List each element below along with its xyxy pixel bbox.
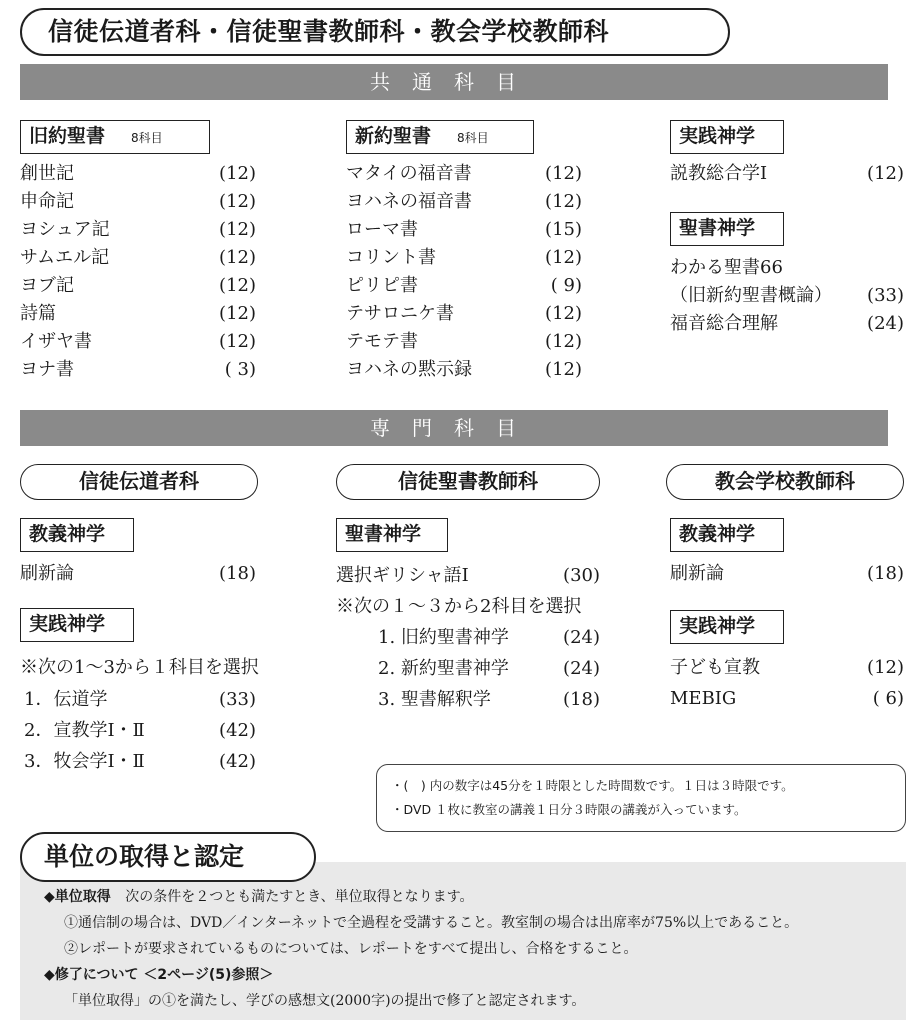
selection-note: ※次の1〜3から１科目を選択 [20,657,259,678]
credit-body [44,884,904,1014]
list-item: 3. 聖書解釈学 (18) [378,689,600,710]
list-item: ヨシュア記 (12) [20,219,256,240]
credit-section-title: 単位の取得と認定 [20,832,316,882]
info-line: ・DVD １枚に教室の講義１日分３時限の講義が入っています。 [391,802,747,817]
list-item: ローマ書 (15) [346,219,582,240]
list-item: ヨハネの福音書 (12) [346,191,582,212]
list-item: 選択ギリシャ語Ⅰ (30) [336,565,600,586]
practical-theology-header: 実践神学 [670,120,784,154]
new-testament-count: 8科目 [457,131,489,145]
lay-evangelist-doctrinal-header: 教義神学 [20,518,134,552]
practical-theology-list [670,160,904,188]
sunday-school-doctrinal-list [670,560,904,588]
list-item: ヨハネの黙示録 (12) [346,359,582,380]
specialized-subjects-band: 専門科目 [20,410,888,446]
lay-bible-teacher-course-title: 信徒聖書教師科 [336,464,600,500]
list-item: 説教総合学Ⅰ (12) [670,163,904,184]
list-item: 福音総合理解 (24) [670,313,904,334]
hours-info-note [376,764,906,832]
list-item: 1．伝道学 (33) [24,689,256,710]
credit-line: ②レポートが要求されているものについては、レポートをすべて提出し、合格をすること。 [64,941,638,957]
biblical-theology-header: 聖書神学 [670,212,784,246]
sunday-school-practical-header: 実践神学 [670,610,784,644]
list-item: （旧新約聖書概論） (33) [670,285,904,306]
old-testament-header [20,120,210,154]
list-item: 2. 新約聖書神学 (24) [378,658,600,679]
list-item: ヨナ書 ( 3) [20,359,256,380]
list-item: イザヤ書 (12) [20,331,256,352]
info-line: ・( ) 内の数字は45分を１時限とした時間数です。１日は３時限です。 [391,778,794,793]
credit-heading: ◆単位取得 [44,889,111,905]
credit-line: 「単位取得」の①を満たし、学びの感想文(2000字)の提出で修了と認定されます。 [64,993,586,1009]
new-testament-head-label: 新約聖書 [355,125,432,147]
list-item: ヨブ記 (12) [20,275,256,296]
lay-evangelist-practical-list [20,654,259,777]
list-item: 詩篇 (12) [20,303,256,324]
sunday-school-doctrinal-header: 教義神学 [670,518,784,552]
list-item: 刷新論 (18) [670,563,904,584]
list-item: 刷新論 (18) [20,563,256,584]
list-item: テモテ書 (12) [346,331,582,352]
list-item: 3．牧会学Ⅰ・Ⅱ (42) [24,751,256,772]
lay-evangelist-doctrinal-list [20,560,256,588]
list-item: テサロニケ書 (12) [346,303,582,324]
new-testament-list [346,160,582,384]
list-item: 創世記 (12) [20,163,256,184]
list-item: わかる聖書66 [670,257,783,278]
credit-line: ①通信制の場合は、DVD／インターネットで全過程を受講すること。教室制の場合は出席率が75%以上であること。 [64,915,799,931]
sunday-school-course-title: 教会学校教師科 [666,464,904,500]
old-testament-head-label: 旧約聖書 [29,125,106,147]
list-item: サムエル記 (12) [20,247,256,268]
list-item: 申命記 (12) [20,191,256,212]
lay-evangelist-course-title: 信徒伝道者科 [20,464,258,500]
list-item: MEBIG ( 6) [670,688,904,709]
selection-note: ※次の１〜３から2科目を選択 [336,596,582,617]
list-item: 2．宣教学Ⅰ・Ⅱ (42) [24,720,256,741]
list-item: 子ども宣教 (12) [670,657,904,678]
lay-bible-teacher-biblical-list [336,560,600,715]
list-item: コリント書 (12) [346,247,582,268]
credit-line [44,962,904,988]
credit-line: ◆単位取得 次の条件を２つとも満たすとき、単位取得となります。 [44,889,474,905]
list-item: 1. 旧約聖書神学 (24) [378,627,600,648]
old-testament-count: 8科目 [131,131,163,145]
page-title: 信徒伝道者科・信徒聖書教師科・教会学校教師科 [20,8,730,56]
lay-bible-teacher-biblical-header: 聖書神学 [336,518,448,552]
list-item: ピリピ書 ( 9) [346,275,582,296]
common-subjects-band: 共通科目 [20,64,888,100]
biblical-theology-list [670,254,904,338]
old-testament-list [20,160,256,384]
list-item: マタイの福音書 (12) [346,163,582,184]
sunday-school-practical-list [670,652,904,714]
new-testament-header [346,120,534,154]
credit-heading: ◆修了について ＜2ページ(5)参照＞ [44,967,274,983]
lay-evangelist-practical-header: 実践神学 [20,608,134,642]
